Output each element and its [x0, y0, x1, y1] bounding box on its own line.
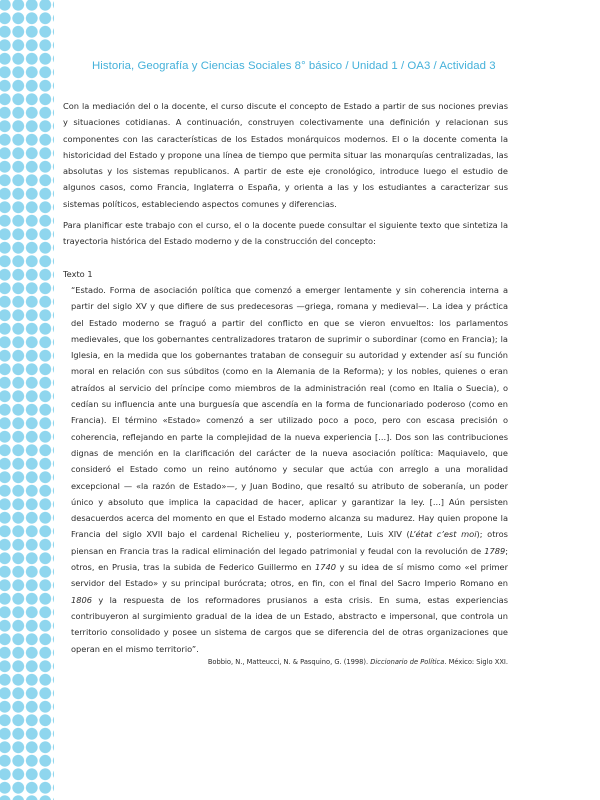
quote-italic: L’état c’est moi [409, 529, 477, 540]
texto-1-source [63, 657, 508, 668]
source-publisher: . México: Siglo XXI. [444, 657, 508, 666]
intro-paragraph-1: Con la mediación del o la docente, el curso discute el concepto de Estado a partir de sus nociones previas y situaciones cotidianas. A continuación, construyen colectivamente una definición y relacionan sus componentes con las características de los Estados monárquicos modernos. El o la docente comenta la historicidad del Estado y propone una línea de tiempo que permita situar las monarquías centralizadas, las absolutas y los sistemas republicanos. A partir de este eje cronológico, introduce luego el estudio de algunos casos, como Francia, Inglaterra o España, y orienta a las y los estudiantes a caracterizar sus sistemas políticos, estableciendo aspectos comunes y diferencias. [63, 101, 508, 209]
source-title: Diccionario de Política [370, 657, 445, 666]
quote-text: ); otros piensan en Francia tras la radical eliminación del legado patrimonial y feudal con la revolución de [71, 529, 508, 556]
quote-text: ; otros, en Prusia, tras la subida de Federico Guillermo en [71, 545, 508, 573]
source-authors: Bobbio, N., Matteucci, N. & Pasquino, G. (1998). [207, 657, 371, 666]
quote-text: y su idea de sí mismo como «el primer servidor del Estado» y su principal burócrata; otros, en fin, con el final del Sacro Imperio Romano en [71, 562, 509, 589]
decorative-dot-strip [0, 0, 54, 800]
quote-text: “Estado. Forma de asociación política que comenzó a emerger lentamente y sin coherencia interna a partir del siglo XV y que difiere de sus predecesoras —griega, romana y medieval—. La idea y práctica del Estado moderno se fraguó a partir del conflicto en que se vieron envueltos: los parlamentos medievales, que los gobernantes centralizadores trataron de suprimir o subordinar (como en Francia); la Iglesia, en la medida que los gobernantes trataban de conseguir su autoridad y extender así su función moral en relación con sus súbditos (como en la Alemania de la Reforma); y los nobles, quienes o eran atraídos al servicio del príncipe como miembros de la administración real (como en Italia o Suecia), o cedían su influencia ante una burguesía que ascendía en la forma de funcionariado poderoso (como en Francia). El término «Estado» comenzó a ser utilizado poco a poco, pero con escasa precisión o coherencia, reflejando en parte la complejidad de la nueva experiencia [...]. Dos son las contribuciones dignas de mención en la clarificación del carácter de la nueva asociación política: Maquiavelo, que consideró el Estado como un reino autónomo y secular que actúa con arreglo a una moralidad excepcional — «la razón de Estado»—, y Juan Bodino, que resaltó su atributo de soberanía, un poder único y absoluto que implica la capacidad de hacer, aplicar y garantizar la ley. [...] Aún persisten desacuerdos acerca del momento en que el Estado moderno alcanza su madurez. Hay quien propone la Francia del siglo XVII bajo el cardenal Richelieu y, posteriormente, Luis XIV ( [71, 284, 508, 540]
texto-1-quote [63, 282, 508, 657]
quote-italic: 1806 [71, 594, 92, 605]
quote-italic: 1789 [484, 545, 506, 556]
quote-italic: 1740 [315, 562, 337, 573]
texto-1-label: Texto 1 [63, 268, 93, 279]
page-header: Historia, Geografía y Ciencias Sociales 8° básico / Unidad 1 / OA3 / Actividad 3 [92, 60, 496, 72]
quote-text: y la respuesta de los reformadores prusianos a esta crisis. En suma, estas experiencias contribuyeron al surgimiento gradual de la idea de un Estado, abstracto e impersonal, que controla un territorio consolidado y posee un sistema de cargos que se diferencia del de otras organizaciones que operan en el mismo territorio”. [71, 594, 508, 654]
main-content [63, 98, 508, 668]
intro-paragraph-2: Para planificar este trabajo con el curso, el o la docente puede consultar el siguiente texto que sintetiza la trayectoria histórica del Estado moderno y de la construcción del concepto: [63, 220, 508, 247]
